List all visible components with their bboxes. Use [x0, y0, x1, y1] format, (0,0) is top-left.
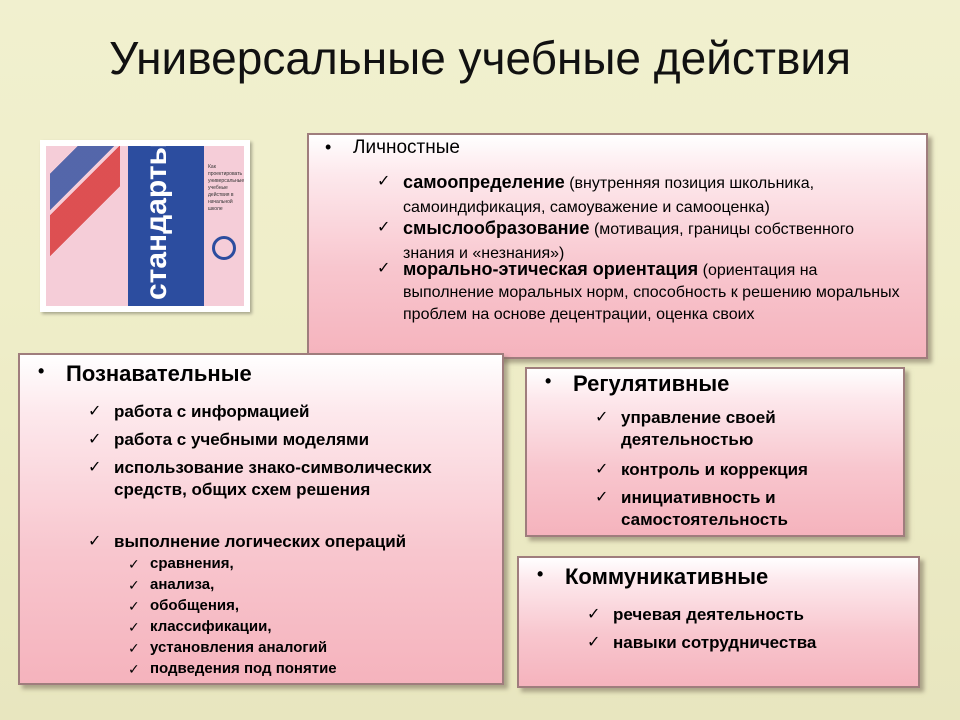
personal-header: [325, 137, 460, 159]
check-icon: ✓: [595, 489, 609, 506]
cognitive-subitem-1: [128, 554, 234, 574]
cognitive-item-3-label: использование знако-символических средств, общих схем решения: [114, 458, 432, 499]
check-icon: ✓: [88, 533, 102, 550]
slide-title: Универсальные учебные действия: [109, 32, 851, 84]
check-icon: ✓: [88, 403, 102, 420]
regulatory-box: [525, 367, 905, 537]
cognitive-subitem-4: [128, 617, 272, 637]
cognitive-subitem-5: [128, 638, 328, 658]
regulatory-item-3-label: инициативность и самостоятельность: [621, 488, 788, 529]
personal-item-3: [377, 259, 903, 325]
bullet-icon: •: [545, 371, 552, 391]
personal-item-1: [377, 171, 923, 219]
communicative-header: [537, 564, 769, 590]
regulatory-item-1-label: управление своей деятельностью: [621, 408, 776, 449]
cognitive-box: [18, 353, 504, 685]
book-cover-text: Как проектировать универсальные учебные действия в начальной школе: [208, 164, 245, 212]
cognitive-subitem-1-label: сравнения,: [150, 555, 234, 572]
cognitive-subitem-4-label: классификации,: [150, 618, 272, 635]
communicative-item-1-label: речевая деятельность: [613, 605, 804, 624]
check-icon: ✓: [595, 409, 609, 426]
personal-item-2-desc: (мотивация, границы собственного знания и «незнания»): [403, 221, 855, 262]
personal-header-label: Личностные: [353, 137, 460, 158]
check-icon: ✓: [128, 598, 140, 614]
cognitive-item-3: [88, 457, 464, 501]
cognitive-subitem-3-label: обобщения,: [150, 597, 240, 614]
check-icon: ✓: [128, 556, 140, 572]
cognitive-subitem-6-label: подведения под понятие: [150, 660, 337, 677]
check-icon: ✓: [88, 459, 102, 476]
cognitive-item-4-label: выполнение логических операций: [114, 532, 407, 551]
personal-item-1-desc: (внутренняя позиция школьника, самоиндификация, самоуважение и самооценка): [403, 175, 815, 216]
cognitive-subitem-5-label: установления аналогий: [150, 639, 328, 656]
communicative-box: [517, 556, 920, 688]
cognitive-subitem-2-label: анализа,: [150, 576, 215, 593]
personal-item-2-name: смыслообразование: [403, 218, 590, 238]
personal-box: [307, 133, 928, 359]
regulatory-header-label: Регулятивные: [573, 371, 730, 396]
book-emblem-icon: [212, 236, 236, 260]
check-icon: ✓: [128, 577, 140, 593]
personal-item-3-name: морально-этическая ориентация: [403, 259, 699, 279]
regulatory-item-2: [595, 459, 891, 481]
personal-item-2: [377, 217, 883, 265]
regulatory-item-1: [595, 407, 841, 451]
check-icon: ✓: [88, 431, 102, 448]
cognitive-header: [38, 361, 252, 387]
check-icon: ✓: [587, 634, 601, 651]
regulatory-item-2-label: контроль и коррекция: [621, 460, 808, 479]
book-cover-image: [40, 140, 250, 312]
cognitive-item-2: [88, 429, 474, 451]
bullet-icon: •: [38, 361, 45, 381]
personal-item-1-name: самоопределение: [403, 172, 565, 192]
communicative-item-2-label: навыки сотрудничества: [613, 633, 817, 652]
check-icon: ✓: [128, 640, 140, 656]
communicative-item-2: [587, 632, 913, 654]
personal-item-3-desc: (ориентация на выполнение моральных норм, способность к решению моральных проблем на основе децентрации, оценка своих: [403, 262, 900, 323]
cognitive-subitem-3: [128, 596, 240, 616]
check-icon: ✓: [128, 661, 140, 677]
cognitive-item-1: [88, 401, 474, 423]
book-spine-text: стандарты: [140, 139, 173, 300]
regulatory-item-3: [595, 487, 841, 531]
communicative-item-1: [587, 604, 913, 626]
communicative-header-label: Коммуникативные: [565, 564, 769, 589]
check-icon: ✓: [377, 173, 391, 190]
check-icon: ✓: [377, 260, 391, 277]
cognitive-item-2-label: работа с учебными моделями: [114, 430, 370, 449]
check-icon: ✓: [377, 219, 391, 236]
regulatory-header: [545, 371, 730, 397]
bullet-icon: •: [537, 564, 544, 584]
cognitive-subitem-6: [128, 659, 337, 679]
check-icon: ✓: [128, 619, 140, 635]
check-icon: ✓: [587, 606, 601, 623]
cognitive-subitem-2: [128, 575, 215, 595]
cognitive-item-1-label: работа с информацией: [114, 402, 310, 421]
cognitive-item-4: [88, 531, 494, 553]
cognitive-header-label: Познавательные: [66, 361, 252, 386]
check-icon: ✓: [595, 461, 609, 478]
bullet-icon: •: [325, 137, 332, 157]
book-red-stripe: [50, 146, 120, 306]
